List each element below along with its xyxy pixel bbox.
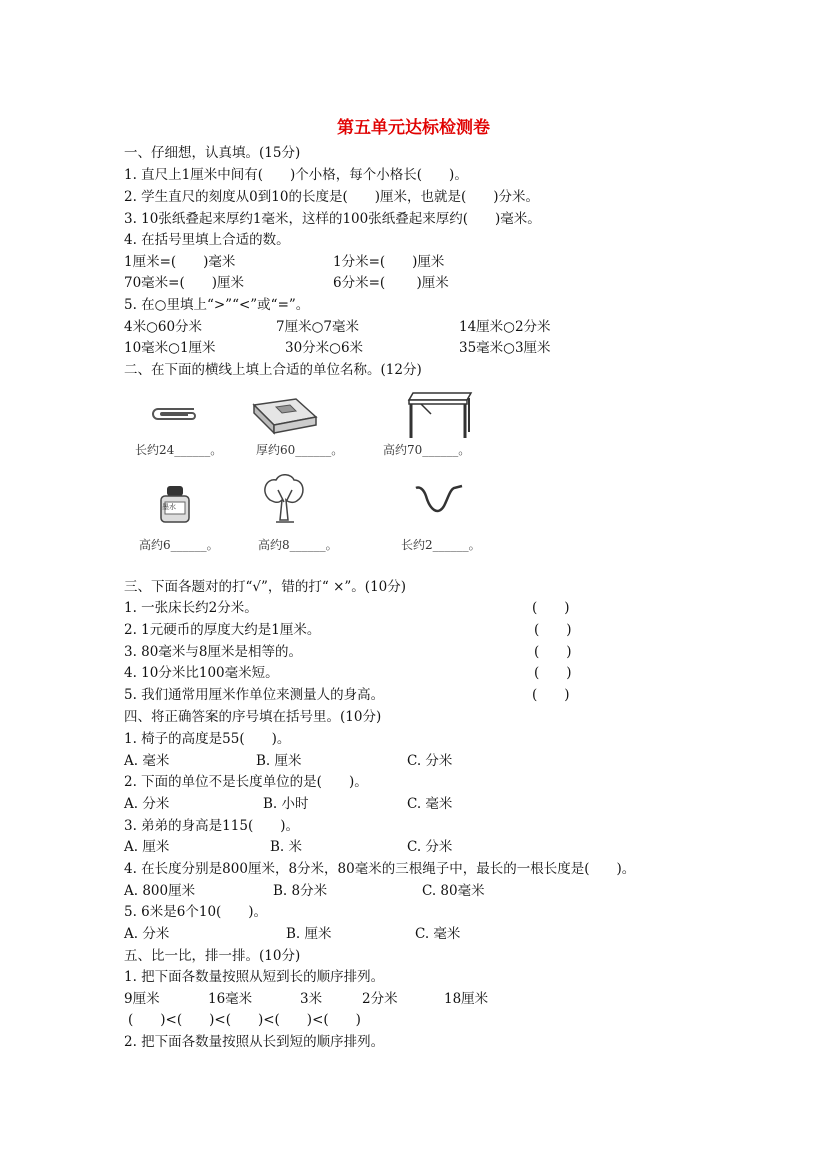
ink-bottle-label: 墨水 [162,503,176,511]
s4-q2-option-b: B. 小时 [263,796,309,812]
s4-q5-option-b: B. 厘米 [286,926,332,942]
section-1-heading: 一、仔细想，认真填。(15分) [124,145,301,161]
s5-quantity-item: 9厘米 [124,991,160,1007]
s4-q3-option-a: A. 厘米 [124,839,170,855]
s4-q5-option-c: C. 毫米 [415,926,461,942]
s1-question-2: 2. 学生直尺的刻度从0到10的长度是( )厘米，也就是( )分米。 [124,189,540,205]
s2-caption-desk: 高约70______。 [383,443,471,457]
s4-question-2: 2. 下面的单位不是长度单位的是( )。 [124,774,368,790]
section-2-heading: 二、在下面的横线上填上合适的单位名称。(12分) [124,362,422,378]
s4-question-3: 3. 弟弟的身高是115( )。 [124,818,299,834]
s3-question-3: 3. 80毫米与8厘米是相等的。 [124,644,302,660]
s4-q2-option-a: A. 分米 [124,796,170,812]
s4-q4-option-c: C. 80毫米 [422,883,485,899]
s1-q4-item-c: 70毫米=( )厘米 [124,275,245,291]
s4-q4-option-a: A. 800厘米 [124,883,196,899]
s3-question-4: 4. 10分米比100毫米短。 [124,665,279,681]
s4-q2-option-c: C. 毫米 [407,796,453,812]
book-icon [250,395,320,437]
s1-q5-item-b: 7厘米○7毫米 [276,319,359,335]
s4-q1-option-a: A. 毫米 [124,753,170,769]
s4-question-4: 4. 在长度分别是800厘米，8分米，80毫米的三根绳子中，最长的一根长度是( )。 [124,861,636,877]
s4-question-1: 1. 椅子的高度是55( )。 [124,731,291,747]
section-4-heading: 四、将正确答案的序号填在括号里。(10分) [124,709,382,725]
s1-q5-item-f: 35毫米○3厘米 [459,340,551,356]
s1-q4-item-a: 1厘米=( )毫米 [124,254,236,270]
s1-q5-item-a: 4米○60分米 [124,319,203,335]
s4-q4-option-b: B. 8分米 [273,883,328,899]
s1-question-3: 3. 10张纸叠起来厚约1毫米，这样的100张纸叠起来厚约( )毫米。 [124,211,541,227]
s1-q4-item-b: 1分米=( )厘米 [333,254,445,270]
s5-quantity-item: 3米 [300,991,323,1007]
cord-icon [410,480,466,520]
s3-answer-bracket-4: ( ) [534,665,572,681]
page-title: 第五单元达标检测卷 [337,118,490,138]
s4-q1-option-b: B. 厘米 [256,753,302,769]
s4-q3-option-b: B. 米 [270,839,303,855]
desk-icon [383,390,475,442]
s3-question-5: 5. 我们通常用厘米作单位来测量人的身高。 [124,687,385,703]
s2-caption-paperclip: 长约24______。 [135,443,223,457]
s5-order-blanks: ( )<( )<( )<( )<( ) [128,1012,361,1028]
s2-caption-ink: 高约6______。 [139,538,219,552]
s3-answer-bracket-1: ( ) [532,600,570,616]
paperclip-icon [150,403,200,429]
s5-quantity-item: 2分米 [362,991,398,1007]
s3-question-2: 2. 1元硬币的厚度大约是1厘米。 [124,622,321,638]
s1-q5-item-c: 14厘米○2分米 [459,319,551,335]
section-3-heading: 三、下面各题对的打“√”，错的打“ ×”。(10分) [124,579,407,595]
s3-answer-bracket-2: ( ) [534,622,572,638]
s4-q3-option-c: C. 分米 [407,839,453,855]
s1-question-4: 4. 在括号里填上合适的数。 [124,232,290,248]
s3-question-1: 1. 一张床长约2分米。 [124,600,258,616]
s1-q5-item-e: 30分米○6米 [285,340,364,356]
s4-q1-option-c: C. 分米 [407,753,453,769]
s5-question-2: 2. 把下面各数量按照从长到短的顺序排列。 [124,1034,385,1050]
s3-answer-bracket-5: ( ) [532,687,570,703]
tree-icon [262,474,306,526]
s2-caption-book: 厚约60______。 [256,443,344,457]
s1-question-5: 5. 在○里填上“>”“<”或“=”。 [124,297,310,313]
s5-quantity-item: 16毫米 [208,991,253,1007]
s1-q5-item-d: 10毫米○1厘米 [124,340,216,356]
s2-caption-tree: 高约8______。 [258,538,338,552]
s1-q4-item-d: 6分米=( )厘米 [333,275,449,291]
s4-question-5: 5. 6米是6个10( )。 [124,904,268,920]
s1-question-1: 1. 直尺上1厘米中间有( )个小格，每个小格长( )。 [124,167,468,183]
s5-quantity-item: 18厘米 [444,991,489,1007]
s4-q5-option-a: A. 分米 [124,926,170,942]
s3-answer-bracket-3: ( ) [534,644,572,660]
s5-question-1: 1. 把下面各数量按照从短到长的顺序排列。 [124,969,385,985]
section-5-heading: 五、比一比，排一排。(10分) [124,948,301,964]
s2-caption-cord: 长约2______。 [401,538,481,552]
